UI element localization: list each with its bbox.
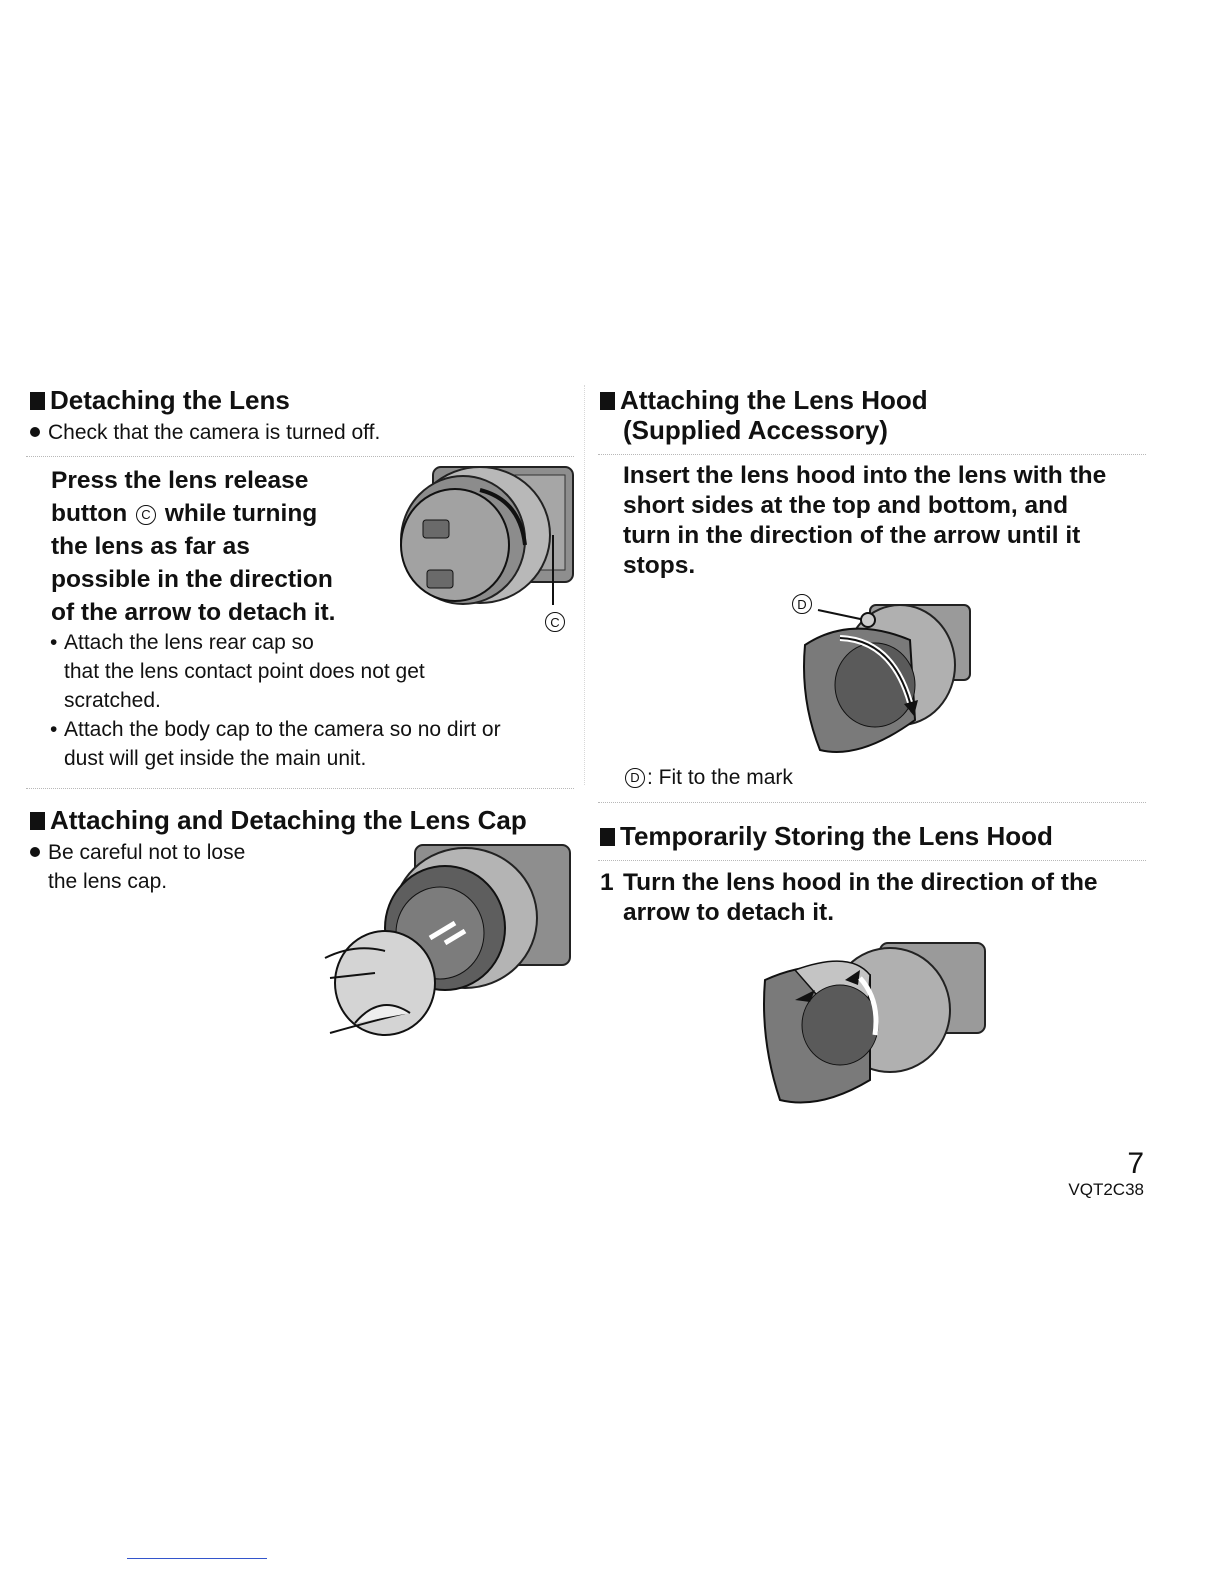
page-number: 7: [1127, 1147, 1144, 1180]
hood-step-text: Insert the lens hood into the lens with the short sides at the top and bottom, and turn in the direction of the arrow until it stops.: [623, 462, 1107, 579]
divider: [598, 454, 1146, 455]
square-bullet-icon: [30, 392, 45, 410]
lens-detach-illustration: [395, 465, 575, 635]
lens-cap-note: Be careful not to lose the lens cap.: [30, 838, 245, 896]
marker-c-label-icon: C: [545, 612, 565, 632]
round-bullet-icon: [30, 427, 40, 437]
step-number: 1: [600, 869, 614, 896]
section-title-hood: Attaching the Lens Hood (Supplied Accessory): [600, 385, 928, 445]
marker-c-icon: C: [136, 505, 156, 525]
doc-code: VQT2C38: [1068, 1180, 1144, 1199]
footnote-rule: [127, 1558, 267, 1559]
detach-notes: [50, 628, 580, 773]
divider: [26, 456, 574, 457]
hood-caption: D : Fit to the mark: [623, 763, 793, 792]
square-bullet-icon: [600, 392, 615, 410]
section-title-detaching: Detaching the Lens: [30, 385, 290, 415]
column-divider: [584, 385, 585, 785]
divider: [26, 788, 574, 789]
square-bullet-icon: [600, 828, 615, 846]
storing-step: 1 Turn the lens hood in the direction of the arrow to detach it.: [600, 869, 1098, 926]
detach-step-text: Press the lens release button C while turning the lens as far as possible in the direction of the arrow to detach it.: [51, 467, 336, 626]
note-body-cap: • Attach the body cap to the camera so no dirt or dust will get inside the main unit.: [50, 715, 580, 773]
divider: [598, 802, 1146, 803]
lens-cap-illustration: [325, 843, 575, 1048]
section-title-lens-cap: Attaching and Detaching the Lens Cap: [30, 805, 527, 835]
hood-attach-illustration: [800, 600, 975, 760]
round-bullet-icon: [30, 847, 40, 857]
note-rear-cap: • Attach the lens rear cap so that the lens contact point does not get scratched.: [50, 628, 580, 715]
marker-d-icon: D: [792, 594, 812, 614]
marker-d-caption-icon: D: [625, 768, 645, 788]
hood-storing-illustration: [760, 940, 990, 1105]
divider: [598, 860, 1146, 861]
square-bullet-icon: [30, 812, 45, 830]
check-note: Check that the camera is turned off.: [30, 418, 380, 447]
section-title-storing: Temporarily Storing the Lens Hood: [600, 821, 1053, 851]
